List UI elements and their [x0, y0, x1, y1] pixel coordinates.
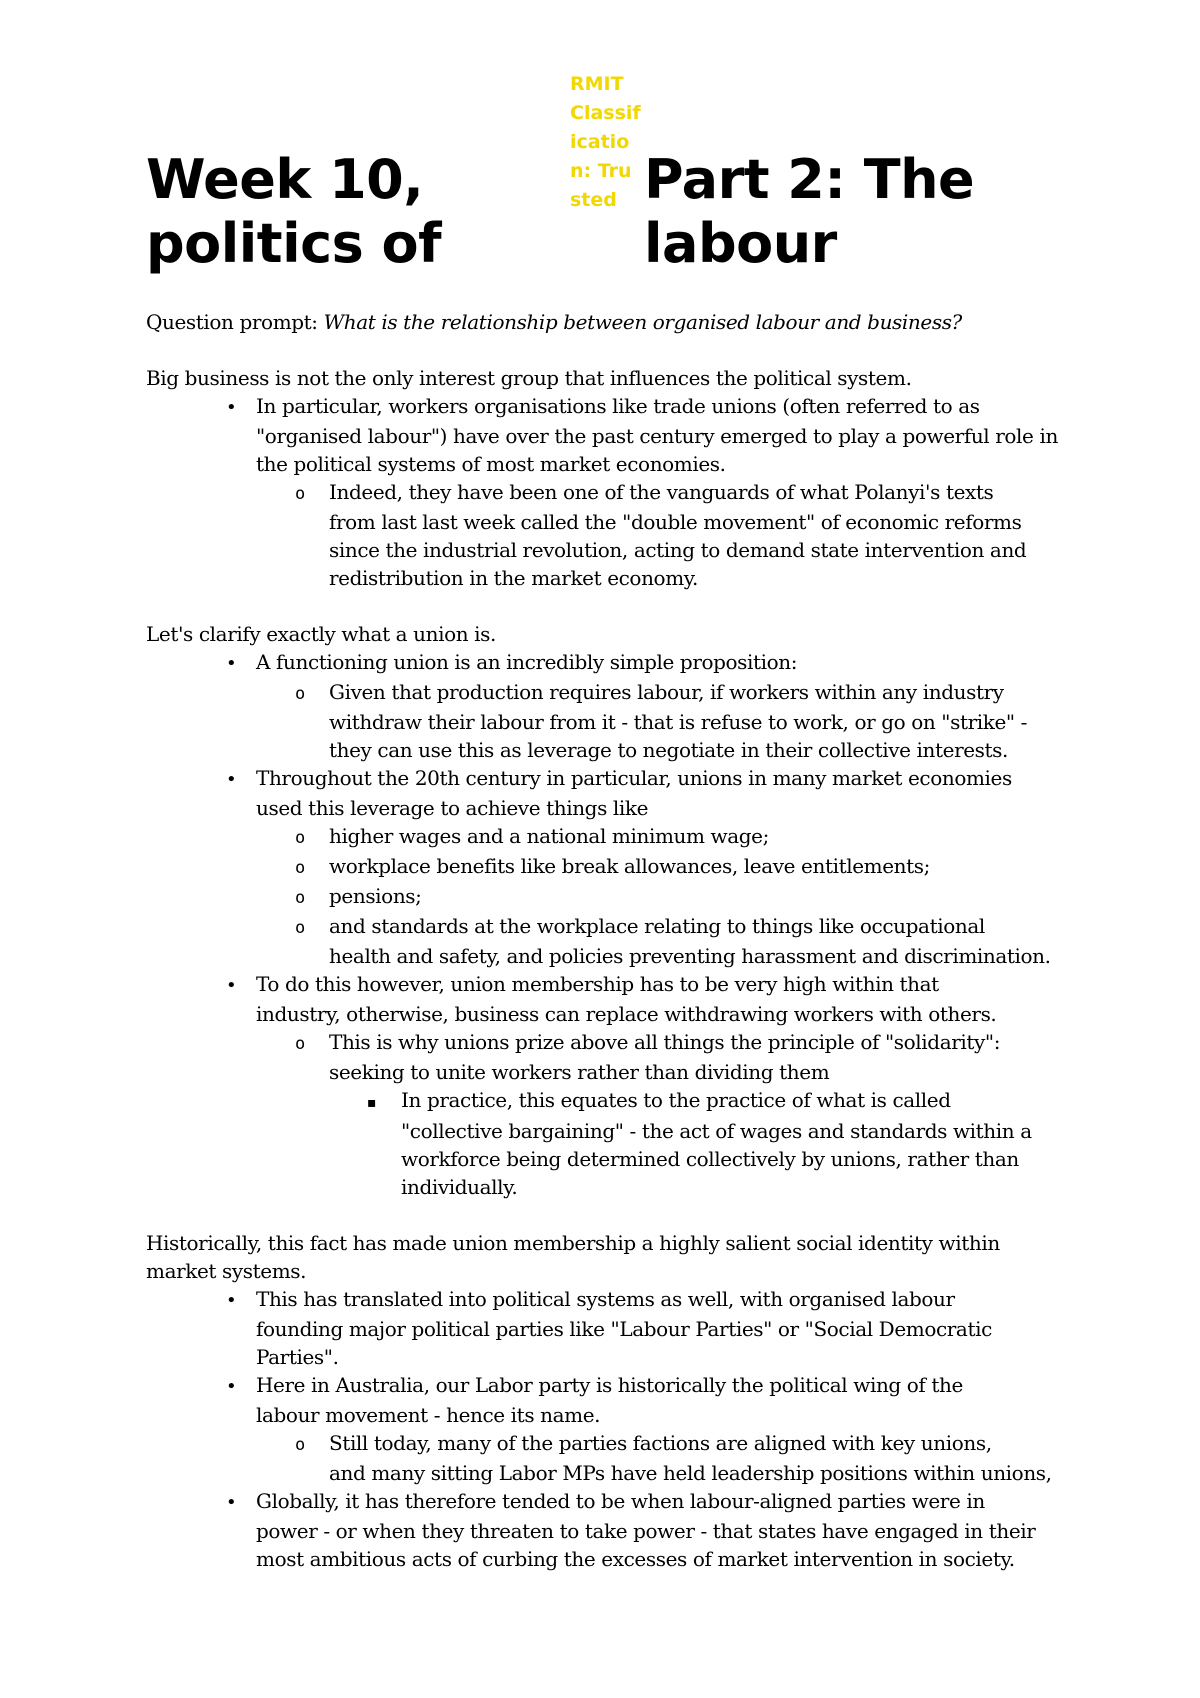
sub-bullet-continuation: from last last week called the "double movement" of economic reforms: [329, 510, 1022, 534]
bullet-continuation: power - or when they threaten to take power - that states have engaged in their: [256, 1519, 1036, 1543]
bullet-marker: •: [226, 769, 237, 790]
title-line: Week 10,: [146, 148, 424, 211]
paragraph: Let's clarify exactly what a union is.: [146, 622, 496, 646]
bullet-continuation: labour movement - hence its name.: [256, 1403, 601, 1427]
paragraph: Big business is not the only interest group that influences the political system.: [146, 366, 912, 390]
bullet-item: • This has translated into political systems as well, with organised labour: [146, 1285, 1066, 1315]
bullet-marker: •: [226, 1376, 237, 1397]
sub-sub-bullet-continuation: individually.: [401, 1175, 518, 1199]
page-title-right: [644, 148, 974, 276]
sub-bullet-item: o workplace benefits like break allowances, leave entitlements;: [146, 852, 1066, 882]
sub-bullet-marker: o: [295, 684, 305, 704]
document-body: [146, 308, 1066, 1573]
question-prompt: [146, 308, 1066, 336]
sub-bullet-marker: o: [295, 888, 305, 908]
title-line: politics of: [146, 212, 442, 275]
bullet-marker: •: [226, 975, 237, 996]
bullet-continuation: industry, otherwise, business can replace withdrawing workers with others.: [256, 1002, 997, 1026]
title-line: labour: [644, 212, 837, 275]
sub-bullet-marker: o: [295, 1435, 305, 1455]
sub-bullet-item: o and standards at the workplace relating to things like occupational: [146, 912, 1066, 942]
square-bullet-marker: ▪: [367, 1095, 377, 1111]
bullet-marker: •: [226, 653, 237, 674]
bullet-continuation: used this leverage to achieve things like: [256, 796, 649, 820]
paragraph: Historically, this fact has made union membership a highly salient social identity within: [146, 1231, 1000, 1255]
sub-bullet-continuation: and many sitting Labor MPs have held leadership positions within unions,: [329, 1461, 1052, 1485]
bullet-item: • Throughout the 20th century in particular, unions in many market economies: [146, 764, 1066, 794]
sub-sub-bullet-continuation: workforce being determined collectively by unions, rather than: [401, 1147, 1019, 1171]
bullet-item: • In particular, workers organisations like trade unions (often referred to as: [146, 392, 1066, 422]
bullet-item: • Here in Australia, our Labor party is historically the political wing of the: [146, 1371, 1066, 1401]
sub-bullet-continuation: they can use this as leverage to negotiate in their collective interests.: [329, 738, 1008, 762]
bullet-item: • Globally, it has therefore tended to be when labour-aligned parties were in: [146, 1487, 1066, 1517]
sub-sub-bullet-continuation: "collective bargaining" - the act of wages and standards within a: [401, 1119, 1032, 1143]
sub-bullet-item: o Still today, many of the parties factions are aligned with key unions,: [146, 1429, 1066, 1459]
sub-bullet-continuation: health and safety, and policies preventing harassment and discrimination.: [329, 944, 1051, 968]
sub-bullet-item: o Given that production requires labour, if workers within any industry: [146, 678, 1066, 708]
bullet-marker: •: [226, 397, 237, 418]
bullet-continuation: Parties".: [256, 1345, 339, 1369]
bullet-item: • To do this however, union membership has to be very high within that: [146, 970, 1066, 1000]
bullet-continuation: founding major political parties like "Labour Parties" or "Social Democratic: [256, 1317, 992, 1341]
bullet-continuation: most ambitious acts of curbing the excesses of market intervention in society.: [256, 1547, 1015, 1571]
bullet-continuation: "organised labour") have over the past century emerged to play a powerful role in: [256, 424, 1058, 448]
sub-sub-bullet-item: ▪ In practice, this equates to the practice of what is called: [146, 1086, 1066, 1117]
bullet-marker: •: [226, 1290, 237, 1311]
classification-label: RMIT Classification: Trusted: [570, 73, 641, 211]
sub-bullet-marker: o: [295, 828, 305, 848]
sub-bullet-continuation: redistribution in the market economy.: [329, 566, 698, 590]
sub-bullet-continuation: withdraw their labour from it - that is refuse to work, or go on "strike" -: [329, 710, 1028, 734]
bullet-item: • A functioning union is an incredibly simple proposition:: [146, 648, 1066, 678]
sub-bullet-marker: o: [295, 918, 305, 938]
sub-bullet-item: o higher wages and a national minimum wage;: [146, 822, 1066, 852]
sub-bullet-item: o This is why unions prize above all things the principle of "solidarity":: [146, 1028, 1066, 1058]
sub-bullet-marker: o: [295, 858, 305, 878]
sub-bullet-continuation: since the industrial revolution, acting to demand state intervention and: [329, 538, 1027, 562]
sub-bullet-marker: o: [295, 484, 305, 504]
page-title-left: [146, 148, 441, 276]
title-line: Part 2: The: [644, 148, 975, 211]
paragraph-continuation: market systems.: [146, 1259, 307, 1283]
question-text: What is the relationship between organised labour and business?: [323, 310, 962, 334]
bullet-continuation: the political systems of most market economies.: [256, 452, 726, 476]
bullet-marker: •: [226, 1492, 237, 1513]
sub-bullet-continuation: seeking to unite workers rather than dividing them: [329, 1060, 830, 1084]
sub-bullet-item: o pensions;: [146, 882, 1066, 912]
sub-bullet-item: o Indeed, they have been one of the vanguards of what Polanyi's texts: [146, 478, 1066, 508]
sub-bullet-marker: o: [295, 1034, 305, 1054]
question-label: Question prompt:: [146, 310, 324, 334]
